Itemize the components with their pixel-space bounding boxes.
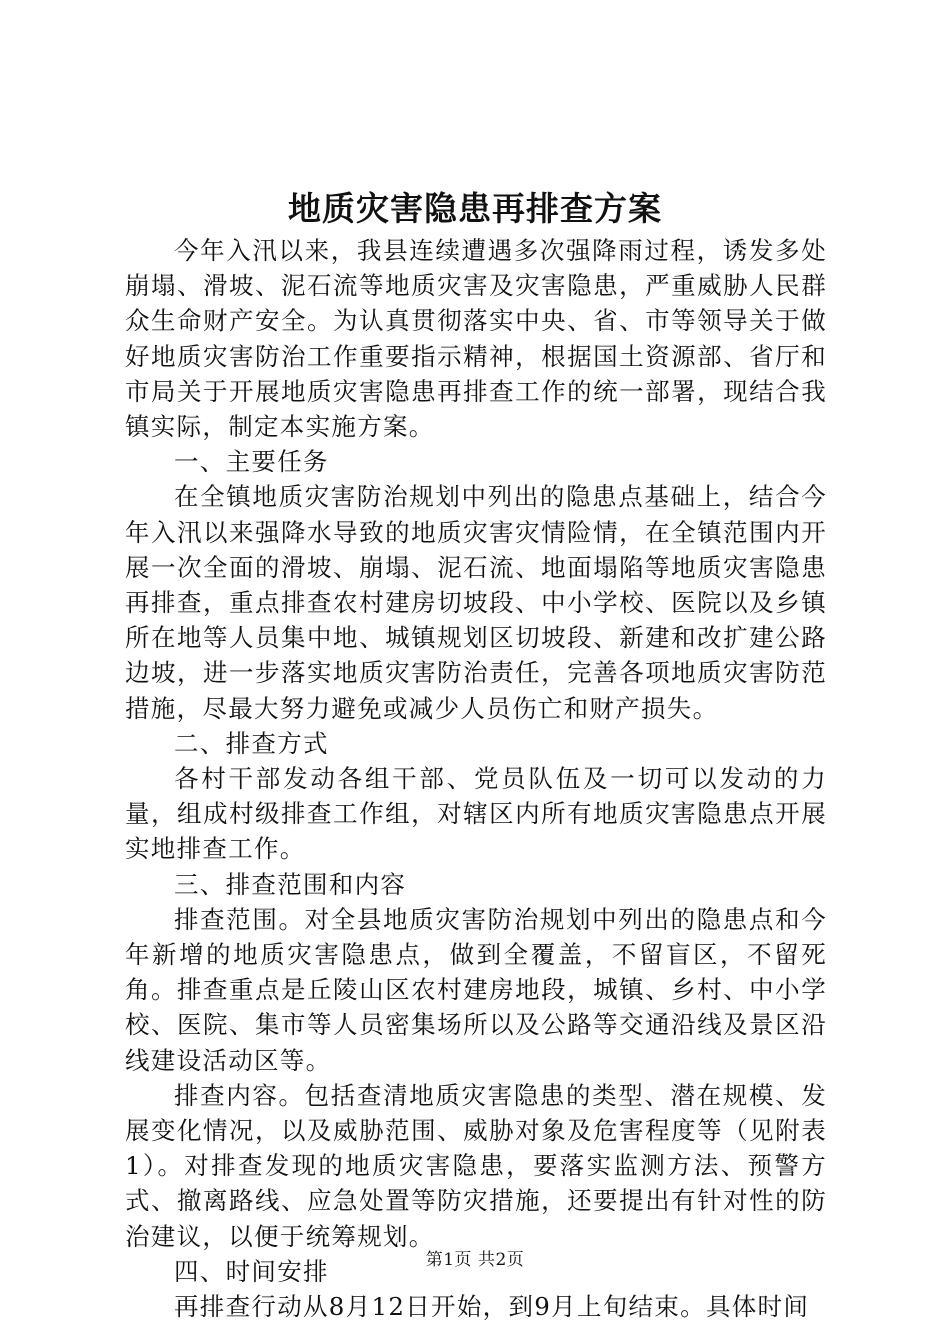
document-title: 地质灾害隐患再排查方案 (288, 189, 662, 228)
main-tasks-paragraph: 在全镇地质灾害防治规划中列出的隐患点基础上，结合今年入汛以来强降水导致的地质灾害灾情险情，在全镇范围内开展一次全面的滑坡、崩塌、泥石流、地面塌陷等地质灾害隐患再排查，重点排查农村建房切坡段、中小学校、医院以及乡镇所在地等人员集中地、城镇规划区切坡段、新建和改扩建公路边坡，进一步落实地质灾害防治责任，完善各项地质灾害防范措施，尽最大努力避免或减少人员伤亡和财产损失。 (125, 482, 827, 723)
schedule-paragraph: 再排查行动从8月12日开始，到9月上旬结束。具体时间 (174, 1292, 810, 1322)
section-heading-main-tasks: 一、主要任务 (174, 447, 329, 477)
intro-paragraph: 今年入汛以来，我县连续遭遇多次强降雨过程，诱发多处崩塌、滑坡、泥石流等地质灾害及灾害隐患，严重威胁人民群众生命财产安全。为认真贯彻落实中央、省、市等领导关于做好地质灾害防治工作重要指示精神，根据国土资源部、省厅和市局关于开展地质灾害隐患再排查工作的统一部署，现结合我镇实际，制定本实施方案。 (125, 236, 827, 442)
page-number-footer: 第1页 共2页 (425, 1250, 525, 1270)
scope-paragraph: 排查范围。对全县地质灾害防治规划中列出的隐患点和今年新增的地质灾害隐患点，做到全覆盖，不留盲区，不留死角。排查重点是丘陵山区农村建房地段，城镇、乡村、中小学校、医院、集市等人员密集场所以及公路等交通沿线及景区沿线建设活动区等。 (125, 904, 827, 1075)
section-heading-methods: 二、排查方式 (174, 728, 329, 758)
document-body (125, 233, 827, 1324)
methods-paragraph: 各村干部发动各组干部、党员队伍及一切可以发动的力量，组成村级排查工作组，对辖区内所有地质灾害隐患点开展实地排查工作。 (125, 764, 827, 864)
section-heading-scope: 三、排查范围和内容 (174, 869, 407, 899)
section-heading-schedule: 四、时间安排 (174, 1256, 329, 1286)
content-paragraph: 排查内容。包括查清地质灾害隐患的类型、潜在规模、发展变化情况，以及威胁范围、威胁对象及危害程度等（见附表1）。对排查发现的地质灾害隐患，要落实监测方法、预警方式、撤离路线、应急处置等防灾措施，还要提出有针对性的防治建议，以便于统筹规划。 (125, 1080, 827, 1251)
